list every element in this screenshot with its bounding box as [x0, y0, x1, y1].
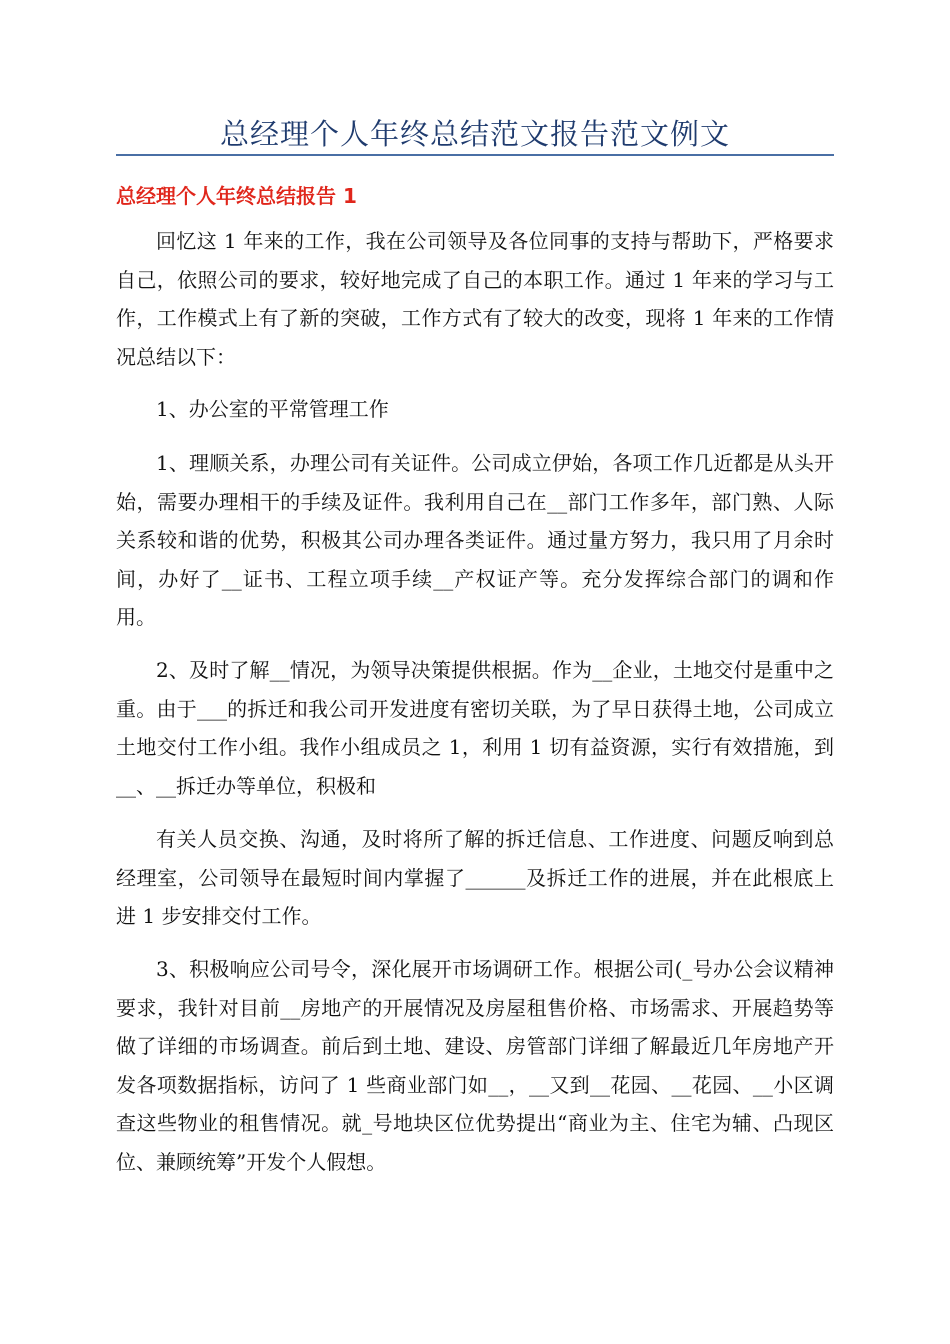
paragraph-item-3: 3、积极响应公司号令，深化展开市场调研工作。根据公司(_号办公会议精神要求，我针对目前__房地产的开展情况及房屋租售价格、市场需求、开展趋势等做了详细的市场调查。前后到土地、建设、房管部门详细了解最近几年房地产开发各项数据指标，访问了 1 些商业部门如__，__又到__花园、__花园、__小区调查这些物业的租售情况。就_号地块区位优势提出“商业为主、住宅为辅、凸现区位、兼顾统筹”开发个人假想。 [116, 957, 834, 1174]
paragraph-item-2-continued: 有关人员交换、沟通，及时将所了解的拆迁信息、工作进度、问题反响到总经理室，公司领导在最短时间内掌握了______及拆迁工作的进展，并在此根底上进 1 步安排交付工作。 [116, 827, 834, 928]
paragraph-subheading: 1、办公室的平常管理工作 [156, 397, 389, 421]
document-title: 总经理个人年终总结范文报告范文例文 [219, 117, 730, 151]
title-divider [116, 154, 834, 156]
paragraph-item-1: 1、理顺关系，办理公司有关证件。公司成立伊始，各项工作几近都是从头开始，需要办理相干的手续及证件。我利用自己在__部门工作多年，部门熟、人际关系较和谐的优势，积极其公司办理各类证件。通过量方努力，我只用了月余时间，办好了__证书、工程立项手续__产权证产等。充分发挥综合部门的调和作用。 [116, 451, 834, 629]
paragraph-item-2: 2、及时了解__情况，为领导决策提供根据。作为__企业，土地交付是重中之重。由于___的拆迁和我公司开发进度有密切关联，为了早日获得土地，公司成立土地交付工作小组。我作小组成员之 1，利用 1 切有益资源，实行有效措施，到__、__拆迁办等单位，积极和 [116, 658, 834, 798]
paragraph-intro: 回忆这 1 年来的工作，我在公司领导及各位同事的支持与帮助下，严格要求自己，依照公司的要求，较好地完成了自己的本职工作。通过 1 年来的学习与工作，工作模式上有了新的突破，工作方式有了较大的改变，现将 1 年来的工作情况总结以下： [116, 229, 834, 369]
section-heading: 总经理个人年终总结报告 1 [116, 184, 357, 208]
